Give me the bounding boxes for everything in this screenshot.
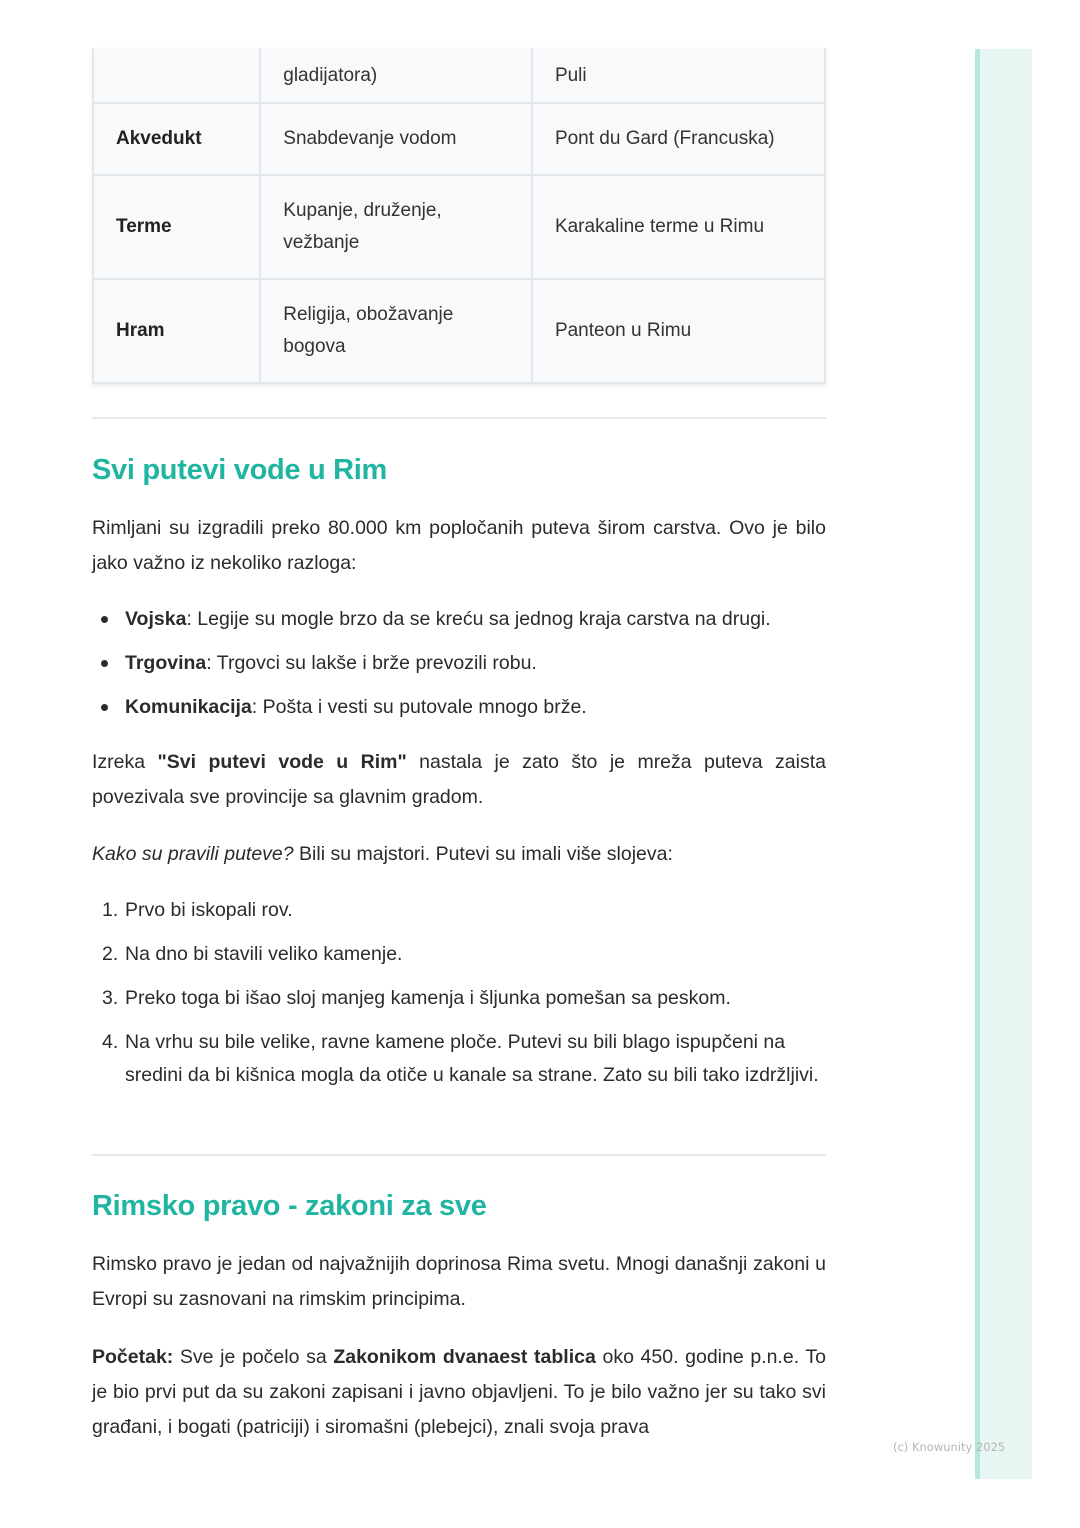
table-cell-example: Karakaline terme u Rimu [532, 175, 825, 279]
list-item [92, 646, 826, 690]
list-item-text: : Pošta i vesti su putovale mnogo brže. [251, 696, 587, 718]
saying-paragraph [92, 745, 826, 815]
list-item-term: Vojska [125, 608, 187, 630]
saying-text: Izreka [92, 751, 158, 773]
table-cell-purpose: Snabdevanje vodom [260, 103, 532, 175]
table-cell-name: Hram [93, 279, 260, 383]
list-item-term: Trgovina [125, 652, 207, 674]
table-cell-purpose: gladijatora) [260, 49, 532, 103]
section-divider [92, 417, 826, 419]
start-text: Sve je počelo sa [173, 1346, 334, 1368]
saying-text: nastala je zato što je mreža puteva zaista povezivala sve provincije sa glavnim gradom. [92, 751, 826, 808]
table-cell-name: Akvedukt [93, 103, 260, 175]
list-item-text: : Legije su mogle brzo da se kreću sa jednog kraja carstva na drugi. [186, 608, 771, 630]
list-item-text: Prvo bi iskopali rov. [125, 899, 293, 921]
table-cell-purpose [260, 279, 532, 383]
table-cell-name [93, 49, 260, 103]
how-paragraph [92, 837, 826, 872]
list-item-text: Na dno bi stavili veliko kamenje. [125, 943, 403, 965]
table-cell-example: Panteon u Rimu [532, 279, 825, 383]
law-intro-paragraph: Rimsko pravo je jedan od najvažnijih doprinosa Rima svetu. Mnogi današnji zakoni u Evropi su zasnovani na rimskim principima. [92, 1253, 826, 1310]
purpose-line: Religija, obožavanje [283, 304, 454, 325]
start-bold: Zakonikom dvanaest tablica [333, 1346, 596, 1368]
buildings-table [92, 48, 826, 384]
watermark: (c) Knowunity 2025 [893, 1440, 1006, 1454]
purpose-line: vežbanje [283, 232, 360, 253]
side-panel [975, 49, 1032, 1479]
list-item: 4. Na vrhu su bile velike, ravne kamene ploče. Putevi su bili blago ispupčeni na sredini da bi kišnica mogla da otiče u kanale sa strane. Zato su bili tako izdržljivi. [102, 1031, 819, 1086]
saying-quote: "Svi putevi vode u Rim" [157, 751, 407, 773]
bullet-icon [101, 616, 108, 623]
how-question: Kako su pravili puteve? [92, 843, 294, 865]
section-heading-law: Rimsko pravo - zakoni za sve [92, 1190, 487, 1222]
road-layers-list [92, 894, 826, 1103]
table-row [93, 49, 825, 103]
bullet-icon [101, 704, 108, 711]
purpose-line: bogova [283, 336, 346, 357]
bullet-icon [101, 660, 108, 667]
section-heading-roads: Svi putevi vode u Rim [92, 454, 388, 486]
list-item: 2. Na dno bi stavili veliko kamenje. [102, 943, 403, 965]
list-item-text: Preko toga bi išao sloj manjeg kamenja i šljunka pomešan sa peskom. [125, 987, 731, 1009]
how-text: Bili su majstori. Putevi su imali više slojeva: [293, 843, 673, 865]
table-row [93, 103, 825, 175]
table-cell-purpose [260, 175, 532, 279]
start-label: Početak: [92, 1346, 174, 1368]
list-item-term: Komunikacija [125, 696, 252, 718]
list-item [92, 690, 826, 734]
purpose-line: Kupanje, druženje, [283, 200, 442, 221]
table-row [93, 279, 825, 383]
section-divider [92, 1154, 826, 1156]
law-start-paragraph [92, 1340, 826, 1445]
list-item [92, 602, 826, 646]
table-row [93, 175, 825, 279]
side-accent-bar [975, 49, 980, 1479]
list-item: 3. Preko toga bi išao sloj manjeg kamenja i šljunka pomešan sa peskom. [102, 987, 731, 1009]
reasons-list [92, 602, 826, 734]
table-cell-name: Terme [93, 175, 260, 279]
list-item-text: : Trgovci su lakše i brže prevozili robu. [206, 652, 537, 674]
table-cell-example: Puli [532, 49, 825, 103]
list-item-text: Na vrhu su bile velike, ravne kamene ploče. Putevi su bili blago ispupčeni na sredini da bi kišnica mogla da otiče u kanale sa strane. Zato su bili tako izdržljivi. [125, 1031, 819, 1086]
table-cell-example: Pont du Gard (Francuska) [532, 103, 825, 175]
list-item: 1. Prvo bi iskopali rov. [102, 899, 293, 921]
roads-intro-paragraph: Rimljani su izgradili preko 80.000 km popločanih puteva širom carstva. Ovo je bilo jako važno iz nekoliko razloga: [92, 517, 826, 574]
start-text: oko 450. godine p.n.e. To je bio prvi put da su zakoni zapisani i javno objavljeni. To je bilo važno jer su tako svi građani, i bogati (patriciji) i siromašni (plebejci), znali svoja prava [92, 1346, 826, 1438]
